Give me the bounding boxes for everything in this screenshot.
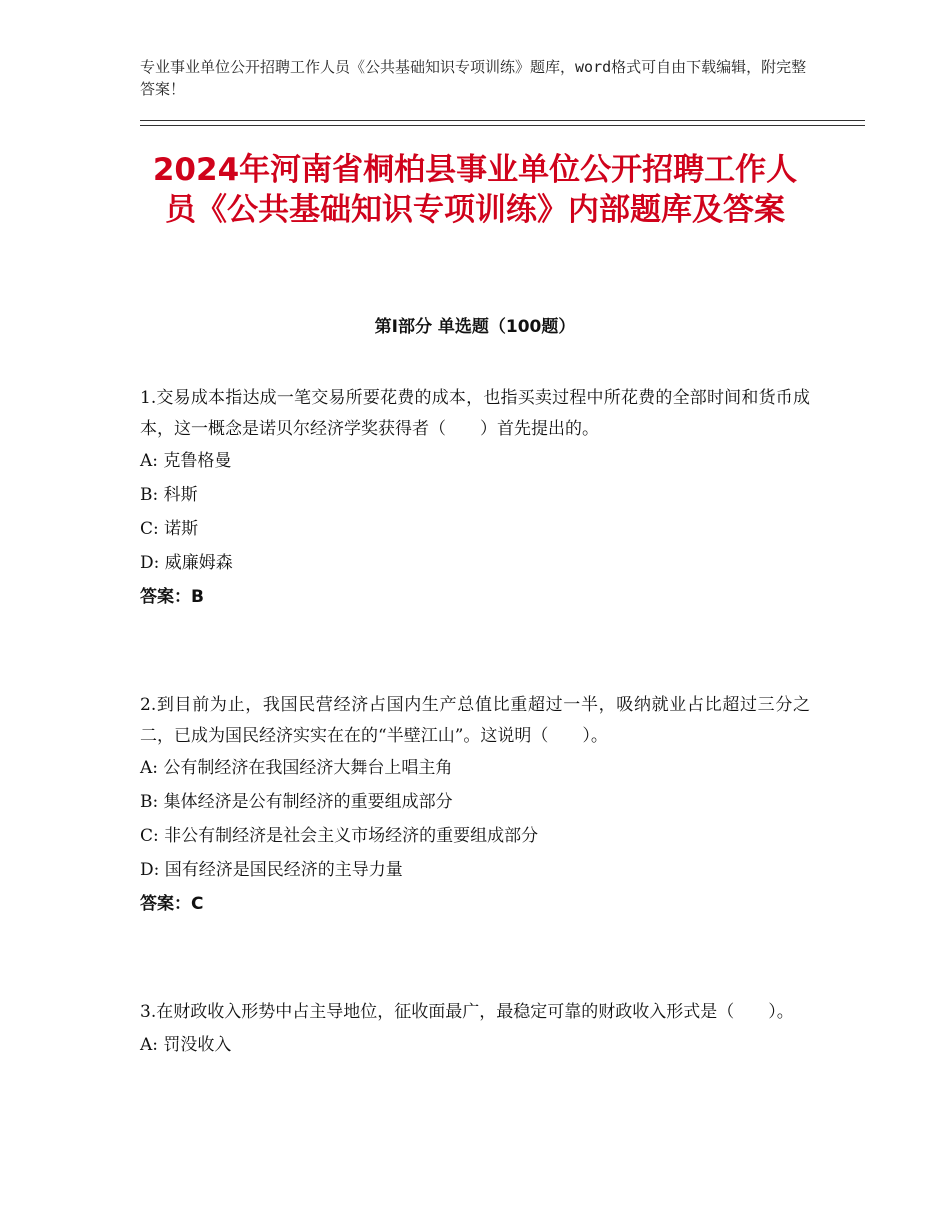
option-c: C: 非公有制经济是社会主义市场经济的重要组成部分 (140, 826, 539, 846)
option-d: D: 国有经济是国民经济的主导力量 (140, 860, 403, 880)
section-title: 第Ⅰ部分 单选题（100题） (374, 317, 576, 337)
question-2 (140, 690, 810, 921)
document-title: 2024年河南省桐柏县事业单位公开招聘工作人员《公共基础知识专项训练》内部题库及答案 (152, 152, 798, 228)
question-3 (140, 997, 810, 1062)
option-a: A: 公有制经济在我国经济大舞台上唱主角 (140, 758, 453, 778)
header-divider-bottom (140, 125, 865, 126)
option-b: B: 科斯 (140, 485, 198, 505)
option-d: D: 威廉姆森 (140, 553, 233, 573)
header-note: 专业事业单位公开招聘工作人员《公共基础知识专项训练》题库，word格式可自由下载编辑，附完整答案！ (140, 58, 807, 98)
option-a: A: 克鲁格曼 (140, 451, 232, 471)
header-divider-top (140, 120, 865, 121)
question-stem: 3.在财政收入形势中占主导地位，征收面最广，最稳定可靠的财政收入形式是（ ）。 (140, 1002, 794, 1022)
answer-line: 答案：B (140, 587, 204, 607)
option-b: B: 集体经济是公有制经济的重要组成部分 (140, 792, 453, 812)
option-a: A: 罚没收入 (140, 1034, 232, 1055)
question-stem: 1.交易成本指达成一笔交易所要花费的成本，也指买卖过程中所花费的全部时间和货币成本，这一概念是诺贝尔经济学奖获得者（ ）首先提出的。 (140, 388, 810, 439)
question-stem: 2.到目前为止，我国民营经济占国内生产总值比重超过一半，吸纳就业占比超过三分之二，已成为国民经济实实在在的“半壁江山”。这说明（ ）。 (140, 695, 810, 746)
option-c: C: 诺斯 (140, 519, 199, 539)
question-1 (140, 383, 810, 614)
answer-line: 答案：C (140, 894, 204, 914)
